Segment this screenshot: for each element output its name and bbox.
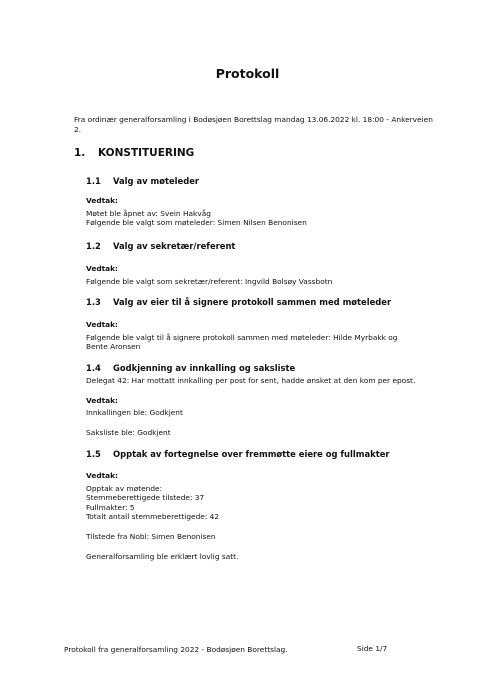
section-1-heading [74,147,194,159]
body-line: Totalt antall stemmeberettigede: 42 [86,512,220,522]
tilstede-line: Tilstede fra Nobl: Simen Benonisen [86,531,216,541]
body-line: Følgende ble valgt til å signere protokoll sammen med møteleder: Hilde Myrbakk og Bente Aronsen [86,332,398,352]
body-line: Møtet ble åpnet av: Svein Hakvåg [86,208,211,218]
subsection-1-4-body [86,376,426,437]
subsection-1-3-body [86,320,416,352]
vedtak-label: Vedtak: [86,395,119,405]
subsection-1-1-title: Valg av møteleder [113,176,200,186]
section-1-number: 1. [74,147,86,159]
subsection-1-2-number: 1.2 [86,241,101,251]
intro-text: Fra ordinær generalforsamling i Bodøsjøen Borettslag mandag 13.06.2022 kl. 18:00 - Ankerveien 2. [74,115,433,134]
body-line: Innkallingen ble: Godkjent [86,408,183,418]
vedtak-label: Vedtak: [86,264,119,273]
body-line: Stemmeberettigede tilstede: 37 [86,493,205,503]
delegat-note: Delegat 42: Har mottatt innkalling per post for sent, hadde ønsket at den kom per epost. [86,376,416,385]
subsection-1-4-number: 1.4 [86,363,101,373]
subsection-1-1-number: 1.1 [86,176,101,186]
body-line: Opptak av møtende: [86,483,163,493]
section-1-title: KONSTITUERING [98,147,195,159]
subsection-1-1-body [86,196,416,228]
conclusion-line: Generalforsamling ble erklært lovlig satt. [86,551,239,561]
body-line: Saksliste ble: Godkjent [86,427,171,437]
body-line: Følgende ble valgt som sekretær/referent: Ingvild Bolsøy Vassbotn [86,276,333,286]
subsection-1-5-number: 1.5 [86,449,101,459]
footer-text: Protokoll fra generalforsamling 2022 - Bodøsjøen Borettslag. [64,645,288,654]
subsection-1-1-heading [86,176,199,186]
subsection-1-3-title: Valg av eier til å signere protokoll sammen med møteleder [113,297,392,307]
subsection-1-5-title: Opptak av fortegnelse over fremmøtte eiere og fullmakter [113,449,390,459]
subsection-1-3-number: 1.3 [86,297,101,307]
subsection-1-2-title: Valg av sekretær/referent [113,241,236,251]
subsection-1-2-heading [86,241,235,251]
subsection-1-4-title: Godkjenning av innkalling og saksliste [113,363,296,373]
subsection-1-2-body [86,264,416,286]
subsection-1-3-heading [86,297,391,307]
vedtak-label: Vedtak: [86,196,119,205]
body-line: Følgende ble valgt som møteleder: Simen Nilsen Benonisen [86,218,307,228]
subsection-1-4-heading [86,363,295,373]
vedtak-label: Vedtak: [86,471,119,480]
subsection-1-5-heading [86,449,390,459]
vedtak-label: Vedtak: [86,320,119,329]
document-title: Protokoll [215,66,280,81]
body-line: Fullmakter: 5 [86,502,135,512]
page-number: Side 1/7 [357,644,388,653]
subsection-1-5-body [86,471,416,561]
